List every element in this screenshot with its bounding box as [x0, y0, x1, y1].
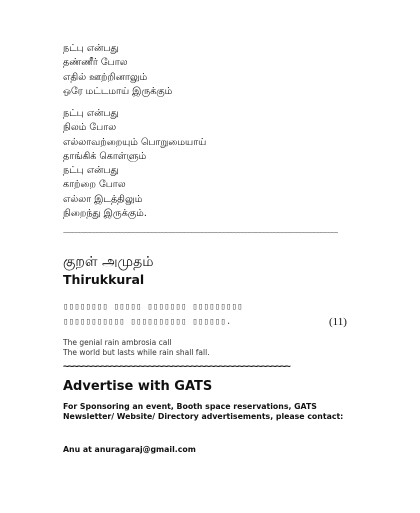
kural-verse-line-2: ▯▯▯▯▯▯▯▯▯▯▯ ▯▯▯▯▯▯▯▯▯▯ ▯▯▯▯▯▯. — [63, 317, 232, 327]
poem-line: நட்பு என்பது — [63, 165, 119, 176]
kural-title-tamil: குறள் அமுதம் — [63, 254, 154, 270]
poem-line: தண்ணீர் போல — [63, 57, 128, 69]
bold-tilde-separator: ~~~~~~~~~~~~~~~~~~~~~~~~~~~~~~~~~~~~~~~~~~~~~~~~ — [63, 363, 290, 371]
poem-line: காற்றை போல — [63, 179, 126, 191]
translation-line: The world but lasts while rain shall fall. — [63, 347, 210, 357]
poem-line: நட்பு என்பது — [63, 43, 119, 54]
poem-line: ஒரே மட்டமாய் இருக்கும் — [63, 85, 173, 97]
translation-line: The genial rain ambrosia call — [63, 338, 172, 347]
poem-line: நிறைந்து இருக்கும். — [63, 207, 147, 219]
poem-line: நிலம் போல — [63, 122, 117, 134]
poem-stanza-2 — [63, 107, 206, 164]
poem-line: எல்லாவற்றையும் பொறுமையாய் — [63, 136, 207, 148]
poem-line: எல்லா இடத்திலும் — [63, 193, 143, 205]
tilde-separator: ~~~~~~~~~~~~~~~~~~~~~~~~~~~~~~~~~~~~~~~~~~~~~~~~~~~~~~~~~~~~~~~~~~~~~~~~~~~~ — [63, 230, 338, 236]
kural-verse-line-1: ▯▯▯▯▯▯▯▯ ▯▯▯▯▯ ▯▯▯▯▯▯▯ ▯▯▯▯▯▯▯▯▯ — [63, 302, 243, 312]
poem-stanza-1 — [63, 42, 172, 99]
advertise-body: For Sponsoring an event, Booth space reservations, GATS Newsletter/ Website/ Directory advertisements, please contact: — [63, 402, 344, 421]
kural-translation — [63, 338, 210, 357]
kural-number: (11) — [329, 316, 347, 328]
poem-line: நட்பு என்பது — [63, 108, 119, 119]
advertise-contact: Anu at anuragaraj@gmail.com — [63, 445, 196, 454]
kural-title-english: Thirukkural — [63, 272, 145, 287]
poem-line: தாங்கிக் கொள்ளும் — [63, 150, 147, 162]
poem-line: எதில் ஊற்றினாலும் — [63, 71, 148, 83]
poem-stanza-3 — [63, 164, 147, 221]
advertise-heading: Advertise with GATS — [63, 379, 213, 394]
